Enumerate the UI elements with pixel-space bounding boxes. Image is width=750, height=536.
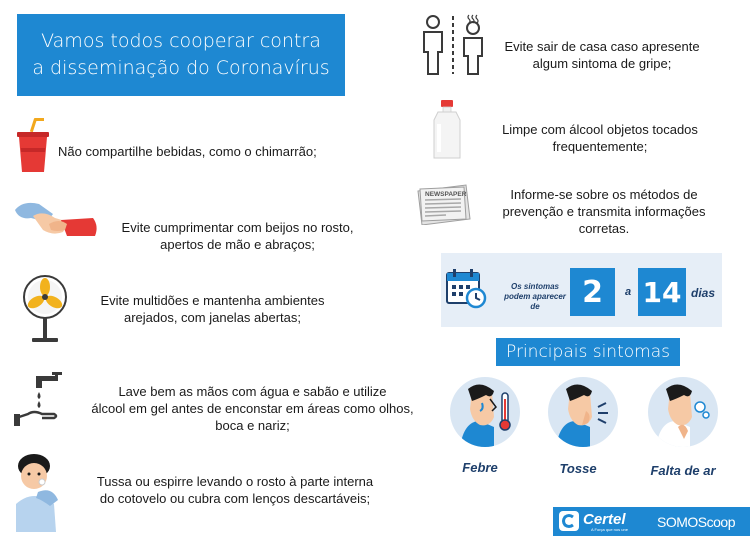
page-title xyxy=(17,14,345,96)
footer-slogan: A Força que nos une xyxy=(591,527,628,532)
certel-logo-icon xyxy=(559,511,579,531)
fan-icon xyxy=(20,275,70,345)
symptom-fever xyxy=(450,377,520,447)
cough-icon xyxy=(548,377,618,447)
tip-greetings: Evite cumprimentar com beijos no rosto, apertos de mão e abraços; xyxy=(121,220,354,252)
sick-person-icon xyxy=(420,14,486,76)
title-line-1: Vamos todos cooperar contra xyxy=(41,30,321,52)
handwashing-icon xyxy=(14,370,70,428)
shortness-of-breath-icon xyxy=(648,377,718,447)
duration-text: Os sintomas podem aparecer de xyxy=(504,282,566,311)
tip-crowds: Evite multidões e mantenha ambientes arejados, com janelas abertas; xyxy=(100,293,325,325)
footer-partner: SOMOScoop xyxy=(657,514,735,530)
duration-connector: a xyxy=(625,286,632,298)
tip-handwashing: Lave bem as mãos com água e sabão e utilize álcool em gel antes de enconstar em áreas como olhos, boca e nariz; xyxy=(91,384,414,433)
title-line-2: a disseminação do Coronavírus xyxy=(32,57,330,79)
fever-thermometer-icon xyxy=(450,377,520,447)
duration-max-box: 14 xyxy=(638,268,686,316)
symptom-label-cough: Tosse xyxy=(559,461,597,476)
symptoms-title: Principais sintomas xyxy=(496,338,680,366)
footer-brand: Certel xyxy=(583,511,626,528)
symptom-shortness-of-breath xyxy=(648,377,718,447)
duration-unit: dias xyxy=(691,286,716,300)
tip-stay-home: Evite sair de casa caso apresente algum sintoma de gripe; xyxy=(504,39,700,71)
tip-clean: Limpe com álcool objetos tocados frequentemente; xyxy=(502,122,698,154)
symptom-duration-panel xyxy=(441,253,722,327)
symptom-label-fever: Febre xyxy=(462,460,498,475)
calendar-clock-icon xyxy=(445,269,487,309)
tip-sneeze: Tussa ou espirre levando o rosto à parte interna do cotovelo ou cubra com lenços descartáveis; xyxy=(96,474,374,506)
drink-cup-icon xyxy=(15,118,51,174)
duration-min-box: 2 xyxy=(570,268,615,316)
symptom-cough xyxy=(548,377,618,447)
footer-bar xyxy=(553,507,750,536)
newspaper-icon xyxy=(416,183,472,225)
newspaper-label: NEWSPAPER xyxy=(425,191,467,198)
alcohol-bottle-icon xyxy=(432,100,462,160)
symptom-label-shortness-of-breath: Falta de ar xyxy=(650,463,716,478)
tip-inform: Informe-se sobre os métodos de prevenção e transmita informações corretas. xyxy=(502,187,706,236)
handshake-icon xyxy=(13,196,99,246)
sneeze-elbow-icon xyxy=(12,452,64,534)
tip-drinks: Não compartilhe bebidas, como o chimarrão; xyxy=(58,144,317,159)
